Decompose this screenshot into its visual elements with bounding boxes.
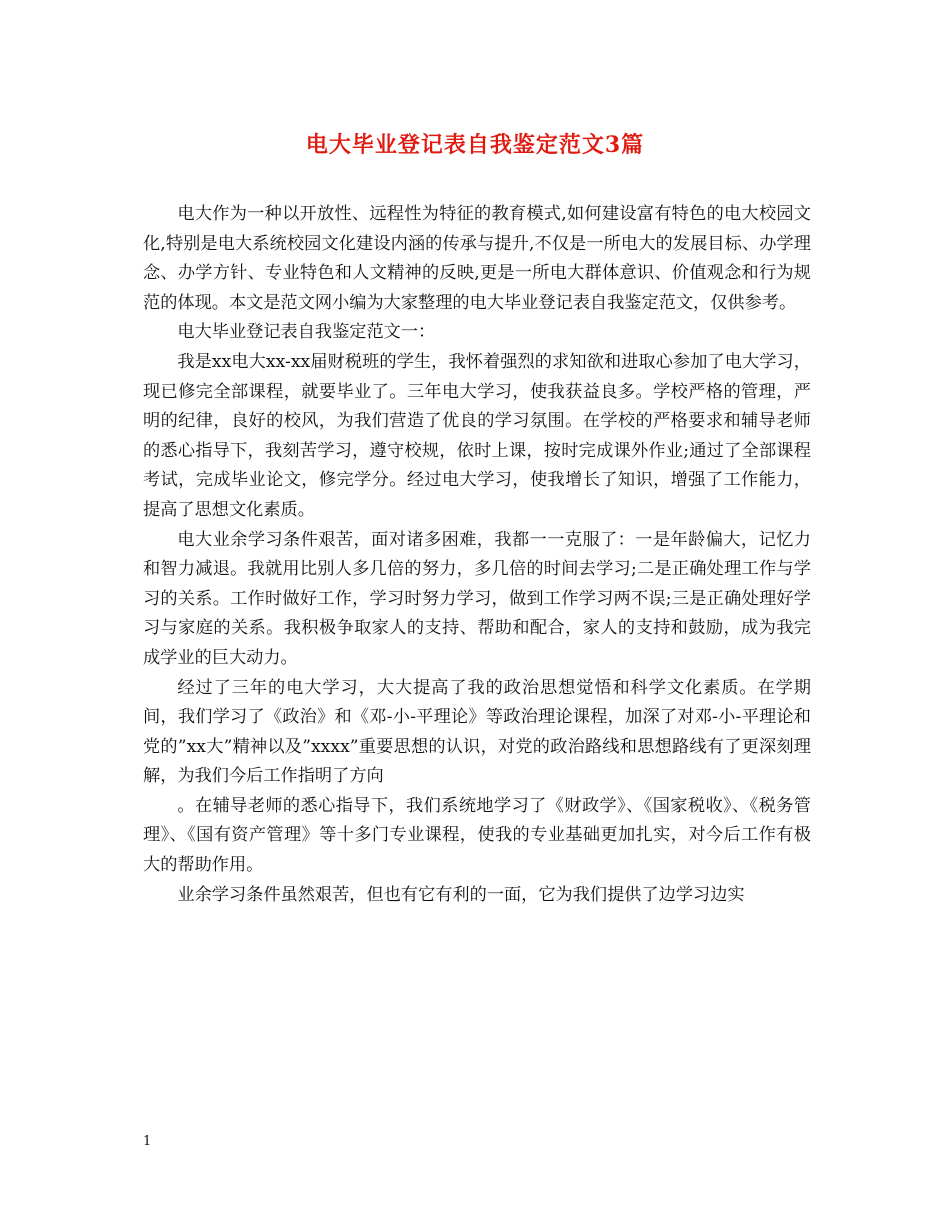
paragraph-body-3: 经过了三年的电大学习，大大提高了我的政治思想觉悟和科学文化素质。在学期间，我们学习了《政治》和《邓-小-平理论》等政治理论课程，加深了对邓-小-平理论和党的”xx大”精神以及”xxxx”重要思想的认识，对党的政治路线和思想路线有了更深刻理解，为我们今后工作指明了方向 <box>143 677 811 787</box>
document-title: 电大毕业登记表自我鉴定范文3篇 <box>305 132 645 158</box>
paragraph-body-4: 。在辅导老师的悉心指导下，我们系统地学习了《财政学》、《国家税收》、《税务管理》、《国有资产管理》等十多门专业课程，使我的专业基础更加扎实，对今后工作有极大的帮助作用。 <box>143 795 811 876</box>
document-body <box>143 200 811 910</box>
paragraph-body-5: 业余学习条件虽然艰苦，但也有它有利的一面，它为我们提供了边学习边实 <box>177 884 745 905</box>
paragraph-body-1: 我是xx电大xx-xx届财税班的学生，我怀着强烈的求知欲和进取心参加了电大学习，现已修完全部课程，就要毕业了。三年电大学习，使我获益良多。学校严格的管理，严明的纪律，良好的校风，为我们营造了优良的学习氛围。在学校的严格要求和辅导老师的悉心指导下，我刻苦学习，遵守校规，依时上课，按时完成课外作业;通过了全部课程考试，完成毕业论文，修完学分。经过电大学习，使我增长了知识，增强了工作能力，提高了思想文化素质。 <box>143 351 811 520</box>
page-number: 1 <box>143 1134 152 1149</box>
paragraph-body-2: 电大业余学习条件艰苦，面对诸多困难，我都一一克服了：一是年龄偏大，记忆力和智力减退。我就用比别人多几倍的努力，多几倍的时间去学习;二是正确处理工作与学习的关系。工作时做好工作，学习时努力学习，做到工作学习两不误;三是正确处理好学习与家庭的关系。我积极争取家人的支持、帮助和配合，家人的支持和鼓励，成为我完成学业的巨大动力。 <box>143 529 811 668</box>
paragraph-sample-heading: 电大毕业登记表自我鉴定范文一： <box>177 322 436 343</box>
paragraph-intro: 电大作为一种以开放性、远程性为特征的教育模式,如何建设富有特色的电大校园文化,特别是电大系统校园文化建设内涵的传承与提升,不仅是一所电大的发展目标、办学理念、办学方针、专业特色和人文精神的反映,更是一所电大群体意识、价值观念和行为规范的体现。本文是范文网小编为大家整理的电大毕业登记表自我鉴定范文，仅供参考。 <box>143 204 811 313</box>
